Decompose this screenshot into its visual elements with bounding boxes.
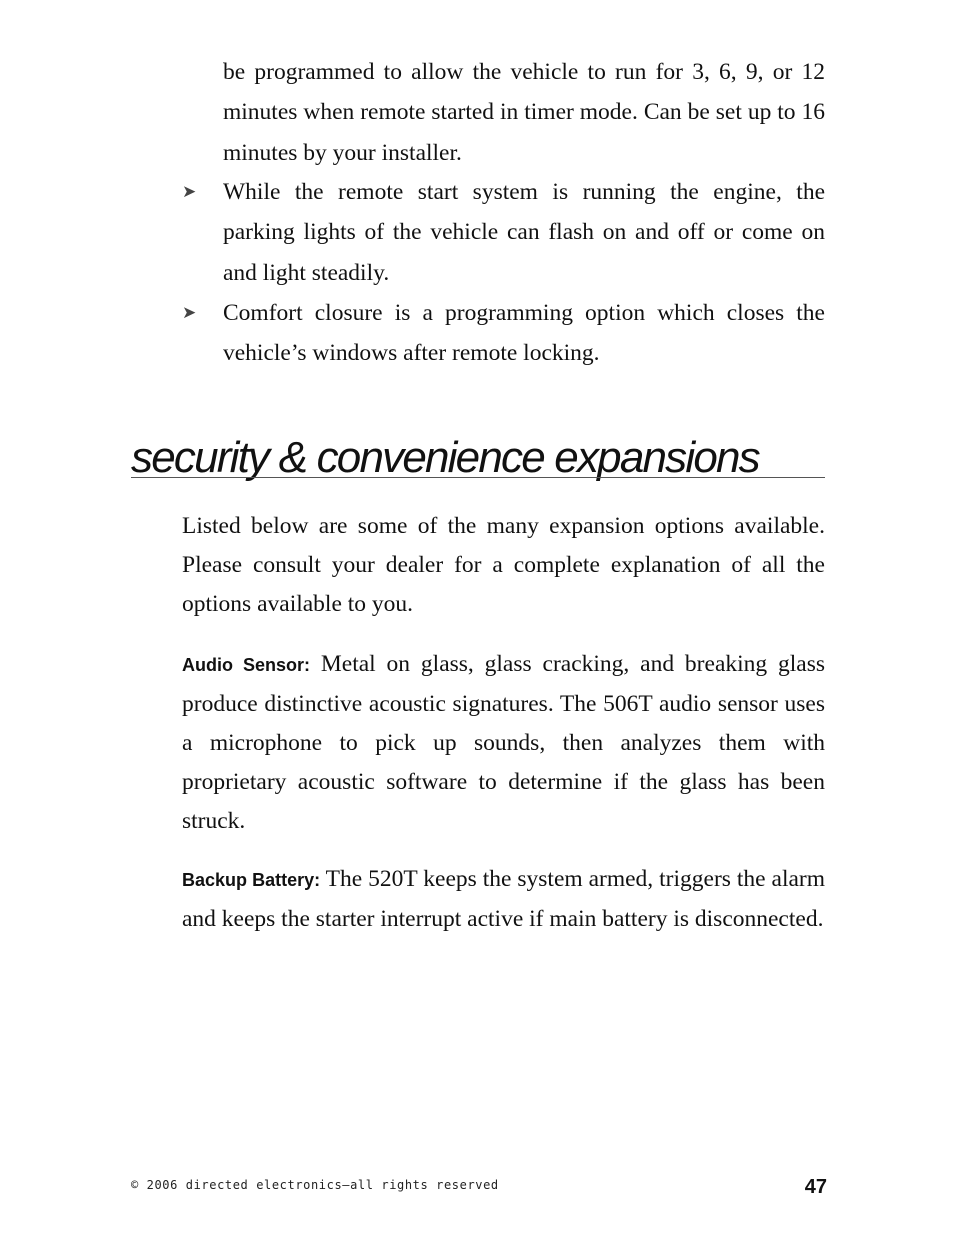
heading-underline bbox=[131, 477, 825, 478]
intro-paragraph: Listed below are some of the many expansion options available. Please consult your dealer for a complete explanation of all the options available to you. bbox=[182, 513, 825, 617]
bullet-item bbox=[182, 293, 825, 374]
backup-battery-paragraph bbox=[182, 860, 825, 939]
backup-battery-term: Backup Battery: bbox=[182, 870, 321, 890]
bullet-text: While the remote start system is running the engine, the parking lights of the vehicle can flash on and off or come on and light steadily. bbox=[223, 179, 825, 286]
backup-battery-description: The 520T keeps the system armed, triggers the alarm and keeps the starter interrupt active if main battery is disconnected. bbox=[182, 866, 826, 932]
audio-sensor-description: Metal on glass, glass cracking, and breaking glass produce distinctive acoustic signatures. The 506T audio sensor uses a microphone to pick up sounds, then analyzes them with proprietary acoustic software to determine if the glass has been struck. bbox=[182, 651, 826, 834]
arrowhead-bullet-icon: ➤ bbox=[182, 182, 197, 202]
bullet-item bbox=[182, 172, 825, 293]
bullet-text: Comfort closure is a programming option which closes the vehicle’s windows after remote locking. bbox=[223, 300, 825, 367]
audio-sensor-term: Audio Sensor: bbox=[182, 655, 310, 675]
footer-copyright: © 2006 directed electronics—all rights reserved bbox=[131, 1178, 499, 1192]
arrowhead-bullet-icon: ➤ bbox=[182, 303, 197, 323]
section-heading: security & convenience expansions bbox=[131, 433, 759, 482]
page-number: 47 bbox=[804, 1176, 827, 1198]
audio-sensor-paragraph bbox=[182, 645, 825, 841]
continued-bullet-text: be programmed to allow the vehicle to run for 3, 6, 9, or 12 minutes when remote started in timer mode. Can be set up to 16 minutes by your installer. bbox=[223, 59, 825, 166]
